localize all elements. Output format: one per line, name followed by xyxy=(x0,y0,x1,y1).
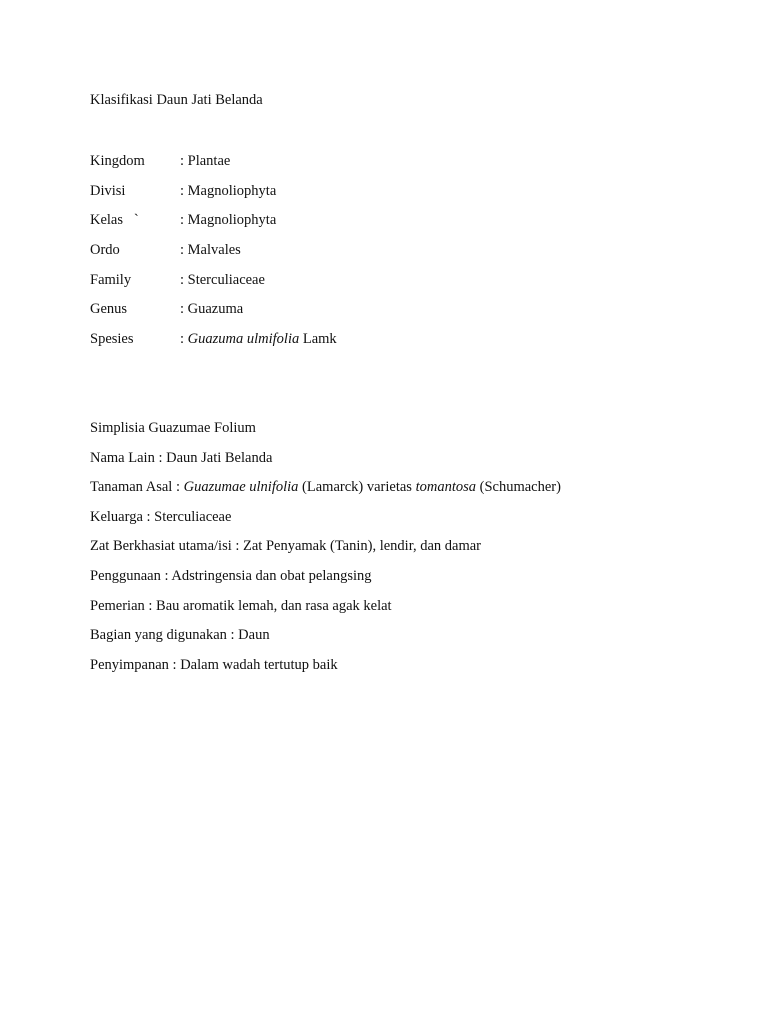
tanaman-asal-middle: (Lamarck) varietas xyxy=(298,479,416,496)
classification-value: : Guazuma xyxy=(180,301,244,318)
spesies-prefix: : xyxy=(180,331,188,348)
tanaman-asal-scientific-name: Guazumae ulnifolia xyxy=(183,479,299,496)
simplisia-zat-berkhasiat: Zat Berkhasiat utama/isi : Zat Penyamak (Tanin), lendir, dan damar xyxy=(90,538,481,555)
classification-row-spesies xyxy=(90,329,337,359)
simplisia-section xyxy=(90,418,561,684)
document-title: Klasifikasi Daun Jati Belanda xyxy=(90,92,263,108)
simplisia-penggunaan: Penggunaan : Adstringensia dan obat pelangsing xyxy=(90,567,372,584)
classification-label: Ordo xyxy=(90,242,120,259)
classification-label: Kingdom xyxy=(90,153,145,169)
spesies-scientific-name: Guazuma ulmifolia xyxy=(187,331,300,348)
simplisia-keluarga: Keluarga : Sterculiaceae xyxy=(90,508,232,525)
classification-row-kingdom xyxy=(90,151,337,181)
classification-label: Kelas ` xyxy=(90,212,139,229)
classification-row-ordo xyxy=(90,240,337,270)
spesies-suffix: Lamk xyxy=(299,331,337,348)
classification-table xyxy=(90,151,337,359)
classification-label: Genus xyxy=(90,301,128,318)
simplisia-nama-lain: Nama Lain : Daun Jati Belanda xyxy=(90,449,273,466)
classification-row-family xyxy=(90,270,337,300)
tanaman-asal-suffix: (Schumacher) xyxy=(475,479,561,496)
simplisia-tanaman-asal xyxy=(90,477,561,507)
classification-value: : Sterculiaceae xyxy=(180,271,265,288)
classification-value: : Malvales xyxy=(180,242,241,259)
tanaman-asal-prefix: Tanaman Asal : xyxy=(90,479,184,496)
classification-label: Spesies xyxy=(90,331,134,348)
classification-label: Divisi xyxy=(90,182,126,199)
classification-value xyxy=(180,329,337,359)
simplisia-penyimpanan: Penyimpanan : Dalam wadah tertutup baik xyxy=(90,656,338,673)
simplisia-bagian: Bagian yang digunakan : Daun xyxy=(90,627,270,644)
tanaman-asal-variety: tomantosa xyxy=(415,479,476,496)
classification-row-kelas xyxy=(90,210,337,240)
classification-value: : Magnoliophyta xyxy=(180,182,277,199)
classification-value: : Magnoliophyta xyxy=(180,212,277,229)
classification-row-genus xyxy=(90,299,337,329)
classification-value: : Plantae xyxy=(180,153,231,169)
classification-row-divisi xyxy=(90,181,337,211)
classification-label: Family xyxy=(90,271,132,288)
simplisia-pemerian: Pemerian : Bau aromatik lemah, dan rasa agak kelat xyxy=(90,597,392,614)
simplisia-heading: Simplisia Guazumae Folium xyxy=(90,420,256,436)
